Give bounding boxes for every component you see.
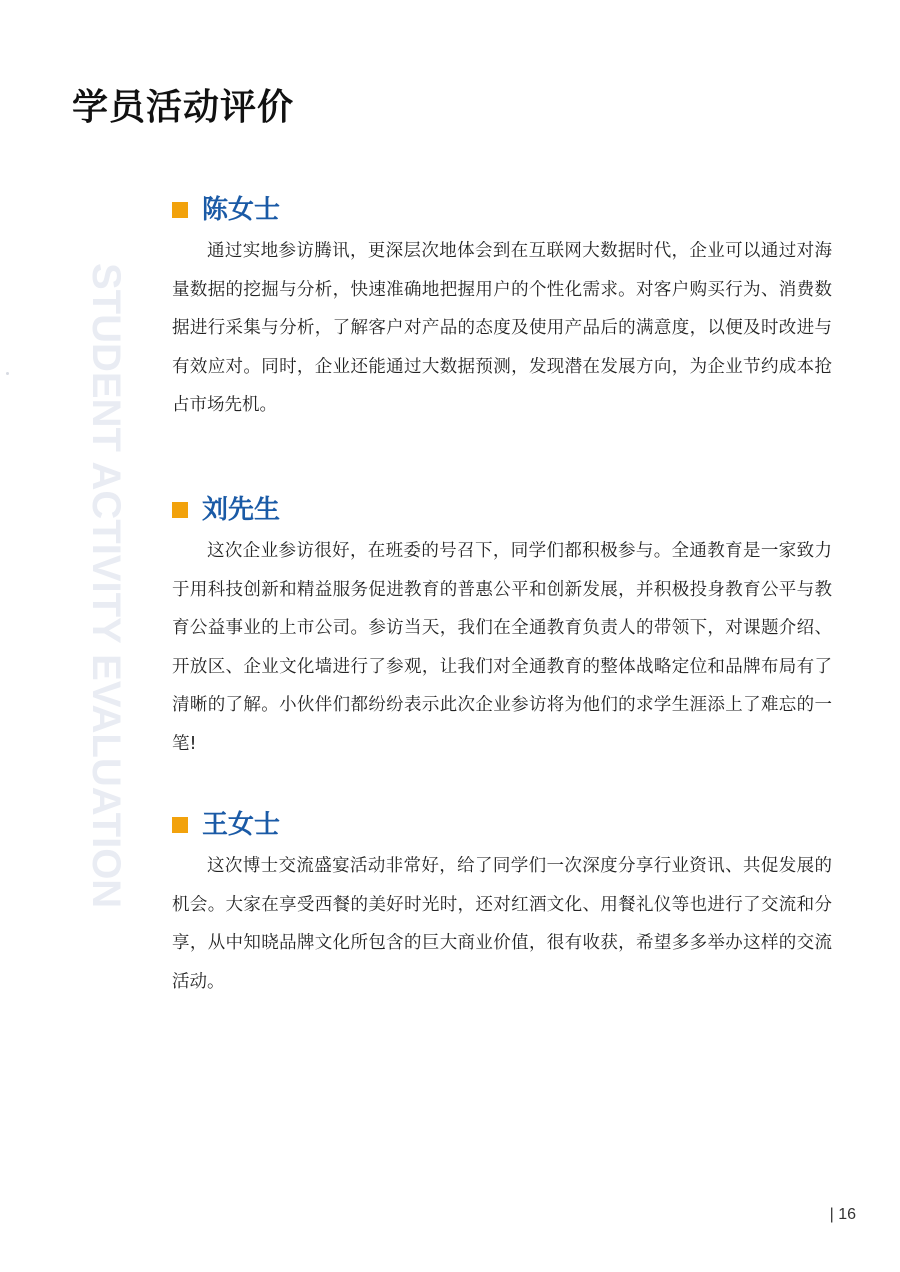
watermark-text: STUDENT ACTIVITY EVALUATION bbox=[84, 263, 128, 909]
reviewer-name: 王女士 bbox=[202, 810, 281, 840]
review-header bbox=[172, 492, 832, 528]
review-section bbox=[172, 807, 832, 1001]
orange-square-icon bbox=[172, 502, 188, 518]
reviewer-name: 陈女士 bbox=[202, 195, 281, 225]
review-header bbox=[172, 807, 832, 843]
page-title: 学员活动评价 bbox=[72, 87, 295, 128]
orange-square-icon bbox=[172, 202, 188, 218]
review-section bbox=[172, 492, 832, 763]
review-text: 这次博士交流盛宴活动非常好，给了同学们一次深度分享行业资讯、共促发展的机会。大家在享受西餐的美好时光时，还对红酒文化、用餐礼仪等也进行了交流和分享，从中知晓品牌文化所包含的巨大商业价值，很有收获，希望多多举办这样的交流活动。 bbox=[172, 856, 832, 992]
decorative-dot bbox=[6, 372, 9, 375]
review-section bbox=[172, 192, 832, 425]
review-text: 通过实地参访腾讯，更深层次地体会到在互联网大数据时代，企业可以通过对海量数据的挖掘与分析，快速准确地把握用户的个性化需求。对客户购买行为、消费数据进行采集与分析，了解客户对产品的态度及使用产品后的满意度，以便及时改进与有效应对。同时，企业还能通过大数据预测，发现潜在发展方向，为企业节约成本抢占市场先机。 bbox=[172, 241, 832, 415]
review-text: 这次企业参访很好，在班委的号召下，同学们都积极参与。全通教育是一家致力于用科技创新和精益服务促进教育的普惠公平和创新发展，并积极投身教育公平与教育公益事业的上市公司。参访当天，我们在全通教育负责人的带领下，对课题介绍、开放区、企业文化墙进行了参观，让我们对全通教育的整体战略定位和品牌布局有了清晰的了解。小伙伴们都纷纷表示此次企业参访将为他们的求学生涯添上了难忘的一笔! bbox=[172, 541, 832, 754]
page-number: | 16 bbox=[829, 1206, 856, 1223]
orange-square-icon bbox=[172, 817, 188, 833]
review-header bbox=[172, 192, 832, 228]
reviewer-name: 刘先生 bbox=[202, 495, 281, 525]
